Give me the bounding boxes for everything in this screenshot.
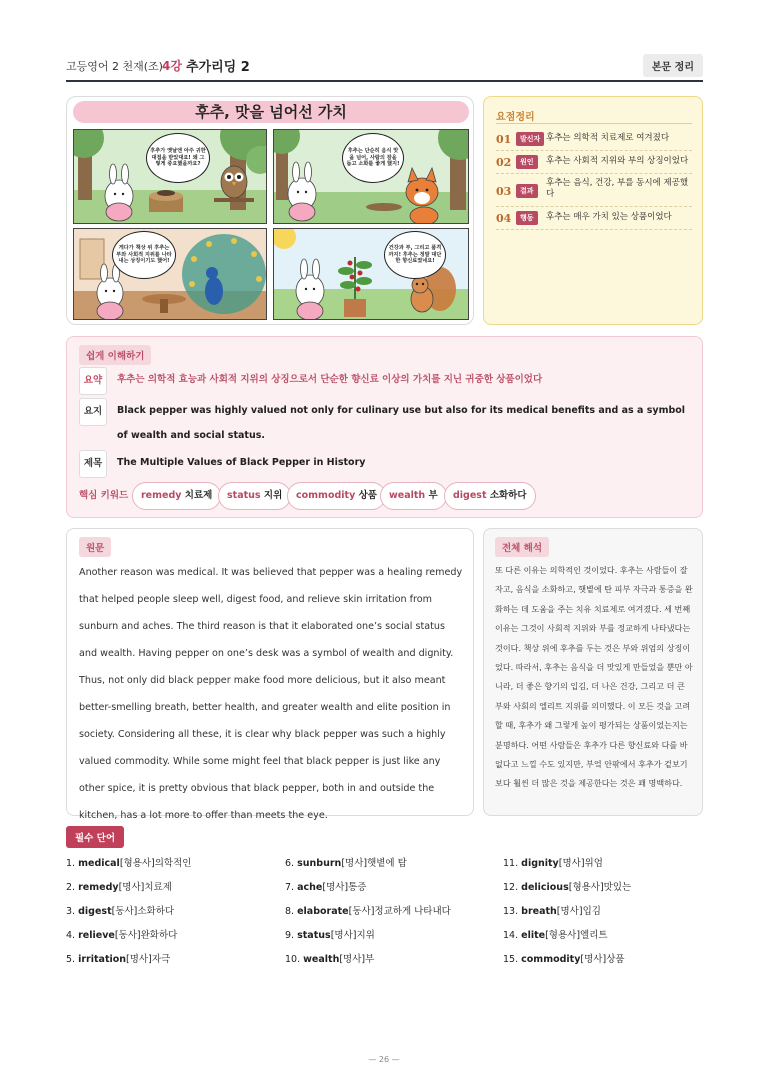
- key-point-row: [496, 177, 692, 207]
- speech-bubble: 건강과 부, 그리고 품격까지! 후추는 정말 대단한 향신료였네요!: [384, 231, 446, 279]
- speech-bubble: 게다가 책상 위 후추는 부와 사회적 지위를 나타내는 상징이기도 했어!: [112, 231, 176, 279]
- comic-panel-1: [73, 129, 267, 224]
- comic-panel-2: [273, 129, 469, 224]
- page-header: [66, 54, 703, 82]
- summary-label: 요약: [79, 367, 107, 395]
- keyword-chip: commodity 상품: [287, 482, 386, 510]
- section-tab: 전체 해석: [495, 537, 549, 557]
- page-number: — 26 —: [368, 1055, 400, 1064]
- key-point-row: [496, 210, 692, 230]
- speech-bubble: 후추가 옛날엔 아주 귀한 대접을 받았대요! 왜 그렇게 중요했을까요?: [146, 133, 210, 183]
- keyword-chip: status 지위: [218, 482, 291, 510]
- gist-text: Black pepper was highly valued not only for culinary use but also for its medical benefits and as a symbol of wealth and social status.: [117, 405, 686, 441]
- point-number: 01: [496, 133, 512, 146]
- comic-box: [66, 96, 474, 325]
- title-label: 제목: [79, 450, 107, 478]
- vocab-item: 6. sunburn[명사]햇볕에 탐: [285, 858, 407, 869]
- translation-box: [483, 528, 703, 816]
- vocab-item: 4. relieve[동사]완화하다: [66, 930, 178, 941]
- page-title: 추가리딩 2: [186, 60, 250, 75]
- point-badge: 결과: [516, 184, 538, 198]
- lesson-number: 4강: [162, 59, 182, 73]
- keyword-chip: wealth 부: [380, 482, 447, 510]
- translation-passage: 또 다른 이유는 의학적인 것이었다. 후추는 사람들이 잘 자고, 음식을 소화하고, 햇볕에 탄 피부 자극과 통증을 완화하는 데 도움을 주는 치유 치료제로 여겨졌다. 세 번째 이유는 그것이 사회적 지위와 부를 정교하게 나타냈다는 것이다. 책상 위에 후추를 두는 것은 부와 위엄의 상징이었다. 따라서, 후추는 음식을 더 맛있게 만들었을 뿐만 아니라, 더 좋은 향기의 입김, 더 나은 건강, 그리고 더 큰 부와 사회의 엘리트 지위를 의미했다. 이 모든 것을 고려할 때, 후추가 왜 그렇게 높이 평가되는 상품이었는지는 분명하다. 어떤 사람들은 후추가 다른 향신료와 다를 바 없다고 느낄 수도 있지만, 부엌 안팎에서 후추가 겉보기보다 훨씬 더 많은 것을 제공한다는 것은 꽤 명백하다.: [495, 565, 693, 789]
- speech-bubble: 후추는 단순히 음식 맛을 넘어, 사람의 잠을 돕고 소화를 좋게 했지!: [342, 133, 404, 183]
- vocab-item: 12. delicious[형용사]맛있는: [503, 882, 632, 893]
- key-points-title: 요점정리: [496, 112, 535, 123]
- section-tab: 원문: [79, 537, 111, 557]
- point-text: 후추는 사회적 지위와 부의 상징이었다: [546, 156, 689, 166]
- vocab-item: 15. commodity[명사]상품: [503, 954, 625, 965]
- key-point-row: [496, 154, 692, 174]
- vocab-item: 2. remedy[명사]치료제: [66, 882, 172, 893]
- vocab-tab: 필수 단어: [66, 826, 124, 848]
- point-text: 후추는 음식, 건강, 부를 동시에 제공했다: [546, 178, 689, 200]
- vocab-item: 10. wealth[명사]부: [285, 954, 375, 965]
- section-tag: 본문 정리: [643, 54, 703, 77]
- vocab-item: 1. medical[형용사]의학적인: [66, 858, 192, 869]
- comic-panel-4: [273, 228, 469, 320]
- key-points-box: [483, 96, 703, 325]
- comic-panel-3: [73, 228, 267, 320]
- key-point-row: [496, 131, 692, 151]
- keywords-label: 핵심 키워드: [79, 490, 129, 501]
- point-badge: 행동: [516, 211, 538, 225]
- gist-label: 요지: [79, 398, 107, 426]
- point-number: 02: [496, 156, 512, 169]
- original-passage: Another reason was medical. It was believed that pepper was a healing remedy that helped people sleep well, digest food, and relieve skin irritation from sunburn and aches. The third reason is that it elaborated one’s social status and wealth. Having pepper on one’s desk was a symbol of wealth and dignity. Thus, not only did black pepper make food more delicious, but it also meant better-smelling breath, better health, and greater wealth and elite position in society. Considering all these, it is clear why black pepper was such a highly valued commodity. While some might feel that black pepper is just like any other spice, it is pretty obvious that black pepper, both in and outside the kitchen, has a lot more to offer than meets the eye.: [79, 567, 463, 821]
- vocab-item: 9. status[명사]지위: [285, 930, 375, 941]
- point-badge: 원인: [516, 155, 538, 169]
- vocab-item: 13. breath[명사]입김: [503, 906, 601, 917]
- keyword-chip: remedy 치료제: [132, 482, 221, 510]
- breadcrumb: 고등영어 2 천재(조): [66, 60, 163, 73]
- title-text: The Multiple Values of Black Pepper in History: [117, 457, 366, 468]
- keyword-chip: digest 소화하다: [444, 482, 536, 510]
- comic-title: 후추, 맛을 넘어선 가치: [73, 101, 469, 123]
- point-number: 03: [496, 185, 512, 198]
- vocab-item: 11. dignity[명사]위엄: [503, 858, 603, 869]
- vocab-item: 8. elaborate[동사]정교하게 나타내다: [285, 906, 451, 917]
- vocab-item: 5. irritation[명사]자극: [66, 954, 171, 965]
- point-badge: 발신자: [516, 132, 544, 146]
- vocab-item: 3. digest[동사]소화하다: [66, 906, 175, 917]
- vocab-item: 7. ache[명사]통증: [285, 882, 367, 893]
- original-text-box: [66, 528, 474, 821]
- easy-understanding-box: [66, 336, 703, 518]
- section-tab: 쉽게 이해하기: [79, 345, 151, 365]
- divider: [496, 123, 692, 124]
- point-text: 후추는 의학적 치료제로 여겨졌다: [546, 133, 670, 143]
- point-number: 04: [496, 212, 512, 225]
- summary-text: 후추는 의학적 효능과 사회적 지위의 상징으로서 단순한 향신료 이상의 가치를 지닌 귀중한 상품이었다: [117, 374, 543, 385]
- point-text: 후추는 매우 가치 있는 상품이었다: [546, 212, 672, 222]
- vocab-item: 14. elite[형용사]엘리트: [503, 930, 608, 941]
